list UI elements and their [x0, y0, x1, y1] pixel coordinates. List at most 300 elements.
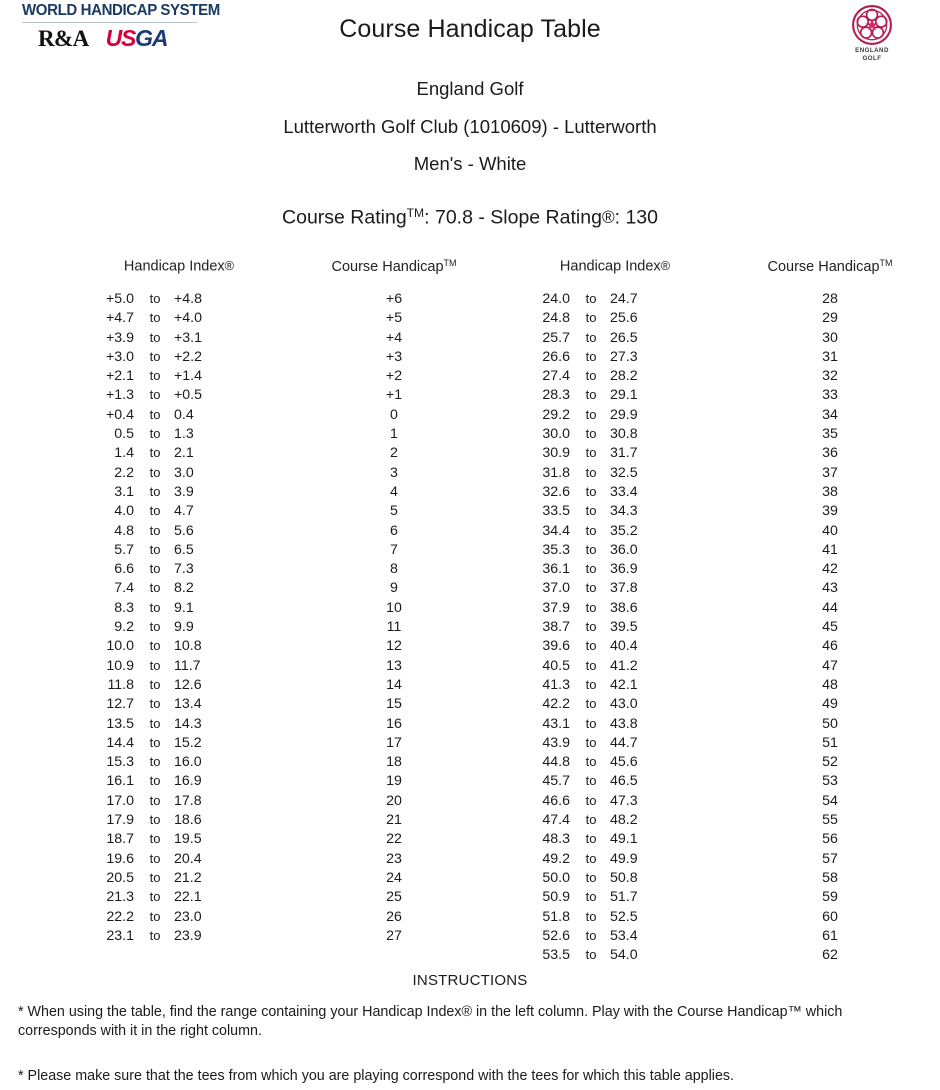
range-separator-label: to [585, 715, 597, 731]
range-separator-label: to [585, 638, 597, 654]
handicap-index-low: 27.4 [542, 368, 570, 385]
course-handicap-value: 42 [822, 561, 838, 578]
table-row [64, 349, 504, 368]
course-handicap-value: 29 [822, 310, 838, 327]
course-handicap-value: 38 [822, 483, 838, 500]
table-row [64, 600, 504, 619]
table-row [500, 561, 940, 580]
range-separator-label: to [585, 291, 597, 306]
header-course-handicap-right [715, 258, 940, 275]
handicap-index-low: 24.0 [542, 291, 570, 307]
subtitle-tee: Men's - White [413, 153, 527, 174]
table-half-left [64, 258, 504, 947]
table-row [500, 542, 940, 561]
course-handicap-value: 3 [390, 464, 398, 481]
instruction-item-1: * When using the table, find the range containing your Handicap Index® in the left column. Play with the Course Handicap™ which corresponds with it in the right column. [18, 1004, 843, 1039]
handicap-index-high: 47.3 [610, 792, 638, 809]
handicap-index-low: 5.7 [114, 541, 134, 558]
table-row [64, 716, 504, 735]
slope-rating-value: 130 [625, 206, 658, 229]
handicap-index-high: 2.1 [174, 445, 194, 462]
handicap-index-high: 10.8 [174, 638, 202, 655]
range-separator-label: to [585, 599, 597, 615]
table-row [64, 754, 504, 773]
handicap-index-low: 40.5 [542, 657, 570, 674]
table-row [64, 928, 504, 947]
course-handicap-value: 22 [386, 831, 402, 848]
handicap-index-low: 10.0 [106, 638, 134, 655]
course-handicap-value: 39 [822, 503, 838, 520]
handicap-index-high: 9.1 [174, 599, 194, 616]
course-handicap-value: 28 [822, 291, 838, 307]
handicap-index-low: 23.1 [106, 927, 134, 944]
handicap-index-low: 4.0 [114, 503, 134, 520]
range-separator-label: to [149, 773, 161, 789]
course-handicap-value: 19 [386, 773, 402, 790]
handicap-index-high: 38.6 [610, 599, 638, 616]
course-handicap-value: 48 [822, 676, 838, 693]
course-handicap-value: 35 [822, 426, 838, 443]
handicap-index-high: 21.2 [174, 869, 202, 886]
range-separator-label: to [585, 406, 597, 422]
table-row [64, 909, 504, 928]
course-handicap-value: 27 [386, 927, 402, 944]
range-separator-label: to [149, 638, 161, 654]
table-rows-right [500, 291, 940, 966]
range-separator-label: to [149, 522, 161, 538]
header-course-handicap-left-text: Course Handicap [331, 258, 444, 275]
column-headers-right [500, 258, 940, 280]
range-separator-label: to [149, 561, 161, 577]
trademark-icon: TM [406, 206, 425, 220]
course-handicap-value: 49 [822, 696, 838, 713]
handicap-index-low: 50.0 [542, 869, 570, 886]
table-row [64, 812, 504, 831]
range-separator-label: to [585, 676, 597, 692]
handicap-index-high: 0.4 [174, 406, 194, 423]
handicap-index-high: 43.8 [610, 715, 638, 732]
trademark-icon: TM [879, 258, 893, 268]
table-row [500, 812, 940, 831]
handicap-index-low: 15.3 [106, 754, 134, 771]
course-handicap-value: +3 [385, 348, 403, 365]
course-handicap-value: 5 [390, 503, 398, 520]
registered-icon: ® [601, 206, 615, 227]
table-row [64, 523, 504, 542]
page-title: Course Handicap Table [339, 15, 601, 43]
range-separator-label: to [149, 503, 161, 519]
course-handicap-value: +1 [385, 387, 403, 404]
handicap-index-low: 30.0 [542, 426, 570, 443]
range-separator-label: to [585, 368, 597, 384]
handicap-index-high: 52.5 [610, 908, 638, 925]
table-row [500, 716, 940, 735]
handicap-index-low: 11.8 [107, 676, 134, 693]
table-row [64, 484, 504, 503]
table-row [500, 330, 940, 349]
course-handicap-value: 55 [822, 812, 838, 829]
range-separator-label: to [585, 869, 597, 885]
handicap-index-low: 33.5 [542, 503, 570, 520]
table-row [64, 330, 504, 349]
table-row [500, 426, 940, 445]
handicap-index-low: 45.7 [542, 773, 570, 790]
handicap-index-high: 17.8 [174, 792, 202, 809]
range-separator-label: to [149, 889, 161, 905]
range-separator-label: to [149, 329, 161, 345]
course-handicap-value: 58 [822, 869, 838, 886]
range-separator-label: to [149, 348, 161, 364]
table-row [500, 889, 940, 908]
table-row [64, 542, 504, 561]
table-row [500, 696, 940, 715]
handicap-index-low: 17.0 [106, 792, 134, 809]
course-handicap-value: 25 [386, 889, 402, 906]
course-handicap-value: 13 [386, 657, 402, 674]
course-rating-label: Course Rating [282, 206, 407, 229]
range-separator-label: to [585, 561, 597, 577]
handicap-index-high: 51.7 [610, 889, 638, 906]
handicap-index-low: 25.7 [542, 329, 570, 346]
table-row [500, 947, 940, 966]
handicap-index-high: 25.6 [610, 310, 638, 327]
table-row [500, 909, 940, 928]
range-separator-label: to [585, 522, 597, 538]
range-separator-label: to [149, 831, 161, 847]
course-handicap-value: 60 [822, 908, 838, 925]
handicap-index-high: 54.0 [610, 947, 638, 964]
range-separator-label: to [149, 599, 161, 615]
handicap-index-high: 35.2 [610, 522, 638, 539]
course-handicap-value: 14 [386, 676, 402, 693]
handicap-index-low: 52.6 [542, 927, 570, 944]
range-separator-label: to [149, 387, 161, 403]
table-row [64, 831, 504, 850]
course-handicap-value: 6 [390, 522, 398, 539]
table-row [64, 851, 504, 870]
handicap-index-high: +4.8 [174, 291, 203, 307]
course-handicap-value: 45 [822, 619, 838, 636]
range-separator-label: to [149, 850, 161, 866]
handicap-index-high: 49.1 [610, 831, 638, 848]
range-separator-label: to [585, 426, 597, 442]
table-row [64, 291, 504, 310]
course-handicap-value: 57 [822, 850, 838, 867]
handicap-index-low: 32.6 [542, 483, 570, 500]
handicap-index-high: 45.6 [610, 754, 638, 771]
range-separator-label: to [149, 696, 161, 712]
course-handicap-value: 44 [822, 599, 838, 616]
range-separator-label: to [149, 715, 161, 731]
handicap-index-high: 29.1 [610, 387, 638, 404]
table-row [64, 426, 504, 445]
handicap-index-high: 15.2 [174, 734, 202, 751]
handicap-index-high: 1.3 [174, 426, 194, 443]
range-separator-label: to [585, 329, 597, 345]
range-separator-label: to [585, 503, 597, 519]
handicap-index-low: 29.2 [542, 406, 570, 423]
range-separator-label: to [585, 657, 597, 673]
range-separator-label: to [585, 387, 597, 403]
handicap-index-high: 33.4 [610, 483, 638, 500]
trademark-icon: TM [443, 258, 457, 268]
handicap-index-high: 46.5 [610, 773, 638, 790]
registered-icon: ® [660, 258, 671, 273]
course-handicap-value: 56 [822, 831, 838, 848]
handicap-index-low: 2.2 [114, 464, 134, 481]
handicap-index-low: 37.0 [542, 580, 570, 597]
range-separator-label: to [149, 927, 161, 943]
range-separator-label: to [149, 619, 161, 635]
handicap-index-high: 36.9 [610, 561, 638, 578]
table-row [64, 368, 504, 387]
range-separator-label: to [149, 426, 161, 442]
range-separator-label: to [149, 445, 161, 461]
usga-ga-text: GA [135, 24, 168, 51]
handicap-index-high: 34.3 [610, 503, 638, 520]
course-handicap-value: +2 [385, 368, 403, 385]
handicap-index-low: 42.2 [542, 696, 570, 713]
range-separator-label: to [585, 696, 597, 712]
handicap-index-low: 44.8 [542, 754, 570, 771]
table-row [64, 735, 504, 754]
handicap-index-low: 0.5 [114, 426, 134, 443]
handicap-index-high: 48.2 [610, 812, 638, 829]
range-separator-label: to [585, 541, 597, 557]
handicap-index-high: 43.0 [610, 696, 638, 713]
table-row [64, 407, 504, 426]
course-handicap-value: 2 [390, 445, 398, 462]
handicap-index-high: 27.3 [610, 348, 638, 365]
handicap-index-low: 8.3 [114, 599, 134, 616]
subtitle-organisation: England Golf [416, 78, 524, 99]
handicap-index-low: 36.1 [542, 561, 570, 578]
handicap-index-high: 23.9 [174, 927, 202, 944]
handicap-index-low: 21.3 [106, 889, 134, 906]
table-row [500, 503, 940, 522]
course-handicap-value: 51 [822, 734, 838, 751]
handicap-index-low: 26.6 [542, 348, 570, 365]
handicap-index-low: 39.6 [542, 638, 570, 655]
england-golf-line1: ENGLAND [855, 47, 889, 54]
range-separator-label: to [585, 734, 597, 750]
handicap-index-low: 20.5 [106, 869, 134, 886]
handicap-index-high: 14.3 [174, 715, 202, 732]
handicap-index-high: 22.1 [174, 889, 202, 906]
table-row [64, 870, 504, 889]
range-separator-label: to [149, 541, 161, 557]
handicap-index-high: 39.5 [610, 619, 638, 636]
course-handicap-value: 24 [386, 869, 402, 886]
handicap-index-low: 35.3 [542, 541, 570, 558]
instruction-item-2: * Please make sure that the tees from which you are playing correspond with the tees for which this table applies. [18, 1067, 735, 1084]
table-row [64, 793, 504, 812]
course-handicap-value: 11 [386, 619, 402, 636]
table-row [500, 658, 940, 677]
course-handicap-value: +6 [385, 291, 403, 307]
table-rows-left [64, 291, 504, 947]
handicap-index-low: 7.4 [114, 580, 134, 597]
course-handicap-value: 61 [822, 927, 838, 944]
handicap-index-high: 20.4 [174, 850, 202, 867]
table-row [64, 580, 504, 599]
table-row [500, 928, 940, 947]
handicap-index-low: 3.1 [114, 483, 134, 500]
handicap-index-low: 12.7 [106, 696, 134, 713]
course-handicap-value: 30 [822, 329, 838, 346]
range-separator-label: to [585, 464, 597, 480]
handicap-index-low: 10.9 [106, 657, 134, 674]
course-handicap-value: 7 [390, 541, 398, 558]
handicap-index-low: 41.3 [542, 676, 570, 693]
handicap-index-high: 16.9 [174, 773, 202, 790]
table-row [500, 754, 940, 773]
course-handicap-value: 34 [822, 406, 838, 423]
table-row [64, 465, 504, 484]
handicap-index-low: 28.3 [542, 387, 570, 404]
table-row [500, 831, 940, 850]
handicap-index-low: +1.3 [105, 387, 134, 404]
handicap-index-high: 28.2 [610, 368, 638, 385]
course-handicap-value: 59 [822, 889, 838, 906]
header-handicap-index-right [500, 258, 730, 275]
england-golf-label [843, 47, 901, 64]
rating-separator: - [472, 206, 491, 229]
handicap-index-high: 3.0 [174, 464, 194, 481]
handicap-index-high: 4.7 [174, 503, 194, 520]
england-golf-line2: GOLF [862, 55, 882, 63]
handicap-index-high: 18.6 [174, 812, 202, 829]
course-handicap-value: 62 [822, 947, 838, 964]
handicap-index-high: 26.5 [610, 329, 638, 346]
table-row [64, 310, 504, 329]
handicap-index-high: 24.7 [610, 291, 638, 307]
handicap-index-low: 18.7 [106, 831, 134, 848]
handicap-index-high: 31.7 [610, 445, 638, 462]
handicap-index-high: 50.8 [610, 869, 638, 886]
course-handicap-value: 20 [386, 792, 402, 809]
table-row [500, 349, 940, 368]
handicap-index-low: +4.7 [105, 310, 134, 327]
handicap-index-high: +3.1 [174, 329, 203, 346]
header-course-handicap-right-text: Course Handicap [767, 258, 880, 275]
table-row [64, 677, 504, 696]
table-row [64, 773, 504, 792]
range-separator-label: to [585, 947, 597, 963]
course-handicap-value: 40 [822, 522, 838, 539]
table-row [64, 619, 504, 638]
range-separator-label: to [585, 850, 597, 866]
handicap-index-low: 37.9 [542, 599, 570, 616]
range-separator-label: to [585, 773, 597, 789]
handicap-index-high: +2.2 [174, 348, 203, 365]
course-handicap-value: 50 [822, 715, 838, 732]
table-row [500, 619, 940, 638]
header-handicap-index-right-text: Handicap Index [559, 258, 661, 275]
handicap-index-high: 30.8 [610, 426, 638, 443]
range-separator-label: to [149, 368, 161, 384]
handicap-index-high: 13.4 [174, 696, 202, 713]
handicap-index-low: 43.1 [542, 715, 570, 732]
handicap-index-low: 14.4 [106, 734, 134, 751]
handicap-index-high: 40.4 [610, 638, 638, 655]
handicap-index-low: 51.8 [542, 908, 570, 925]
handicap-index-low: 43.9 [542, 734, 570, 751]
handicap-index-low: 34.4 [542, 522, 570, 539]
handicap-index-low: 1.4 [114, 445, 134, 462]
header-handicap-index-left [64, 258, 294, 275]
usga-us-text: US [105, 24, 136, 51]
handicap-index-high: 9.9 [174, 619, 194, 636]
handicap-index-low: +0.4 [105, 406, 134, 423]
course-rating-value: 70.8 [434, 206, 473, 229]
course-handicap-value: 36 [822, 445, 838, 462]
course-handicap-value: 4 [390, 483, 398, 500]
course-handicap-value: 8 [390, 561, 398, 578]
range-separator-label: to [149, 483, 161, 499]
handicap-index-low: +5.0 [105, 291, 134, 307]
table-row [500, 600, 940, 619]
table-row [500, 638, 940, 657]
course-handicap-value: 26 [386, 908, 402, 925]
table-row [500, 291, 940, 310]
course-handicap-value: 46 [822, 638, 838, 655]
handicap-index-high: +1.4 [174, 368, 203, 385]
range-separator-label: to [149, 812, 161, 828]
handicap-index-low: 38.7 [542, 619, 570, 636]
handicap-index-low: +2.1 [105, 368, 134, 385]
handicap-index-high: 19.5 [174, 831, 202, 848]
table-row [500, 793, 940, 812]
handicap-index-low: 13.5 [106, 715, 134, 732]
table-row [64, 503, 504, 522]
table-row [64, 445, 504, 464]
course-handicap-value: 10 [386, 599, 402, 616]
range-separator-label: to [585, 348, 597, 364]
range-separator-label: to [585, 889, 597, 905]
range-separator-label: to [149, 676, 161, 692]
handicap-index-low: +3.0 [105, 348, 134, 365]
table-row [500, 851, 940, 870]
handicap-index-high: 42.1 [610, 676, 638, 693]
table-row [500, 773, 940, 792]
instructions-section [0, 972, 940, 1086]
table-row [64, 561, 504, 580]
course-handicap-value: +4 [385, 329, 403, 346]
header-handicap-index-left-text: Handicap Index [123, 258, 225, 275]
course-handicap-value: 15 [386, 696, 402, 713]
range-separator-label: to [585, 792, 597, 808]
handicap-index-low: 24.8 [542, 310, 570, 327]
course-handicap-value: 0 [390, 406, 398, 423]
handicap-index-high: 32.5 [610, 464, 638, 481]
handicap-index-high: 29.9 [610, 406, 638, 423]
course-handicap-value: 52 [822, 754, 838, 771]
handicap-index-low: 19.6 [106, 850, 134, 867]
course-handicap-value: 12 [386, 638, 402, 655]
table-row [500, 735, 940, 754]
range-separator-label: to [149, 792, 161, 808]
table-row [500, 368, 940, 387]
handicap-index-high: 23.0 [174, 908, 202, 925]
handicap-index-low: +3.9 [105, 329, 134, 346]
course-handicap-value: 17 [386, 734, 402, 751]
range-separator-label: to [585, 445, 597, 461]
handicap-index-high: 41.2 [610, 657, 638, 674]
course-handicap-value: 9 [390, 580, 398, 597]
handicap-index-low: 46.6 [542, 792, 570, 809]
course-handicap-value: 54 [822, 792, 838, 809]
